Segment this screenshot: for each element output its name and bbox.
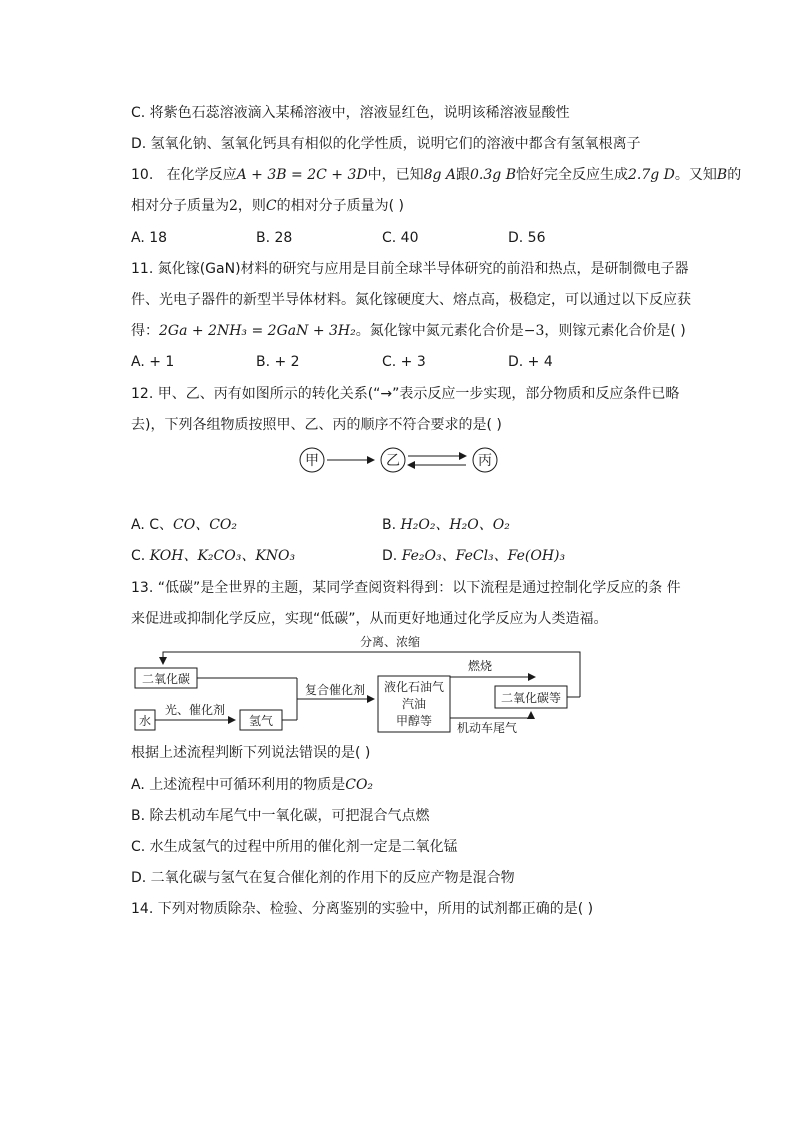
q10-mass-d: 2.7g D (627, 167, 675, 183)
q10-text: 。又知 (674, 167, 717, 183)
q10-text: ，则 (237, 198, 266, 214)
q10-text: 在化学反应 (166, 167, 237, 183)
q11-option-b: B. + 2 (256, 354, 300, 370)
q10-number: 10. (131, 167, 154, 183)
q11-stem-line3 (131, 322, 686, 340)
arrow-recycle (163, 652, 580, 686)
q11-text: 得： (131, 323, 159, 339)
label-exhaust: 机动车尾气 (456, 721, 518, 735)
q10-option-d: D. 56 (508, 230, 546, 246)
node-yi-label: 乙 (386, 453, 400, 469)
q10-text: 中，已知 (367, 167, 424, 183)
label-separate: 分离、浓缩 (359, 635, 421, 649)
option-formula: KOH、K₂CO₃、KNO₃ (149, 548, 296, 564)
box-products-line2: 汽油 (401, 697, 427, 711)
q10-text: 的相对分子质量为( ) (276, 198, 405, 214)
box-products-line3: 甲醇等 (395, 714, 433, 728)
q13-stem-line2: 来促进或抑制化学反应，实现“低碳”，从而更好地通过化学反应为人类造福。 (131, 611, 608, 627)
box-co2-etc-label: 二氧化碳等 (500, 691, 562, 705)
q10-text: 跟 (456, 167, 471, 183)
q11-stem-line2: 件、光电子器件的新型半导体材料。氮化镓硬度大、熔点高，极稳定，可以通过以下反应获 (131, 292, 691, 308)
q10-text: 恰好完全反应生成 (515, 167, 628, 183)
option-label: A. C、 (131, 517, 174, 533)
q12-option-c (131, 547, 295, 565)
q10-stem-line1 (131, 166, 741, 184)
option-text: A. 上述流程中可循环利用的物质是 (131, 777, 346, 793)
q10-option-a: A. 18 (131, 230, 168, 246)
q10-mass-b: 0.3g B (470, 167, 516, 183)
q14-stem-line1: 14. 下列对物质除杂、检验、分离鉴别的实验中，所用的试剂都正确的是( ) (131, 901, 594, 917)
q11-text: 。氮化镓中氮元素化合价是 (355, 323, 524, 339)
q10-text: 相对分子质量为 (131, 198, 229, 214)
label-burn: 燃烧 (467, 659, 493, 673)
box-h2-label: 氢气 (248, 714, 274, 728)
label-light-catalyst: 光、催化剂 (164, 703, 226, 717)
label-composite-catalyst: 复合催化剂 (304, 683, 366, 697)
q10-var-c: C (265, 198, 277, 214)
q10-var-b: B (716, 167, 728, 183)
q12-option-a (131, 516, 237, 534)
option-label: C. (131, 548, 150, 564)
q11-stem-line1: 11. 氮化镓(GaN)材料的研究与应用是目前全球半导体研究的前沿和热点，是研制微电子器 (131, 261, 689, 277)
q11-equation: 2Ga + 2NH₃ = 2GaN + 3H₂ (159, 323, 356, 339)
q11-value: −3 (523, 323, 545, 339)
box-products-line1: 液化石油气 (383, 680, 445, 694)
q9-option-c: C. 将紫色石蕊溶液滴入某稀溶液中，溶液显红色，说明该稀溶液显酸性 (131, 105, 570, 121)
q12-stem-line2: 去)，下列各组物质按照甲、乙、丙的顺序不符合要求的是( ) (131, 417, 502, 433)
q13-prompt: 根据上述流程判断下列说法错误的是( ) (131, 745, 371, 761)
q10-mass-a: 8g A (423, 167, 457, 183)
node-jia-label: 甲 (305, 453, 319, 469)
option-formula: CO₂ (345, 777, 374, 793)
q13-option-a (131, 776, 373, 794)
q10-option-c: C. 40 (382, 230, 419, 246)
option-label: D. (382, 548, 402, 564)
q12-option-d (382, 547, 565, 565)
q13-option-c: C. 水生成氢气的过程中所用的催化剂一定是二氧化锰 (131, 839, 458, 855)
q11-option-a: A. + 1 (131, 354, 175, 370)
option-formula: H₂O₂、H₂O、O₂ (400, 517, 510, 533)
q13-stem-line1: 13. “低碳”是全世界的主题，某同学查阅资料得到：以下流程是通过控制化学反应的条 件 (131, 580, 681, 596)
option-formula: CO、CO₂ (173, 517, 238, 533)
q12-option-b (382, 516, 510, 534)
q10-option-b: B. 28 (256, 230, 293, 246)
box-co2-label: 二氧化碳 (141, 672, 191, 686)
q10-equation: A + 3B = 2C + 3D (236, 167, 368, 183)
q9-option-d: D. 氢氧化钠、氢氧化钙具有相似的化学性质，说明它们的溶液中都含有氢氧根离子 (131, 136, 641, 152)
q11-text: ，则镓元素化合价是( ) (544, 323, 686, 339)
q13-flow-diagram (125, 632, 595, 738)
q13-option-b: B. 除去机动车尾气中一氧化碳，可把混合气点燃 (131, 808, 430, 824)
q12-stem-line1: 12. 甲、乙、丙有如图所示的转化关系(“→”表示反应一步实现，部分物质和反应条件已略 (131, 386, 680, 402)
option-label: B. (382, 517, 401, 533)
q10-text: 的 (727, 167, 742, 183)
q12-transformation-diagram (290, 445, 510, 477)
q11-option-d: D. + 4 (508, 354, 553, 370)
q10-stem-line2 (131, 197, 404, 215)
option-formula: Fe₂O₃、FeCl₃、Fe(OH)₃ (401, 548, 566, 564)
q10-value: 2 (229, 198, 238, 214)
q11-option-c: C. + 3 (382, 354, 426, 370)
box-water-label: 水 (138, 714, 152, 728)
node-bing-label: 丙 (478, 453, 492, 469)
q13-option-d: D. 二氧化碳与氢气在复合催化剂的作用下的反应产物是混合物 (131, 870, 515, 886)
